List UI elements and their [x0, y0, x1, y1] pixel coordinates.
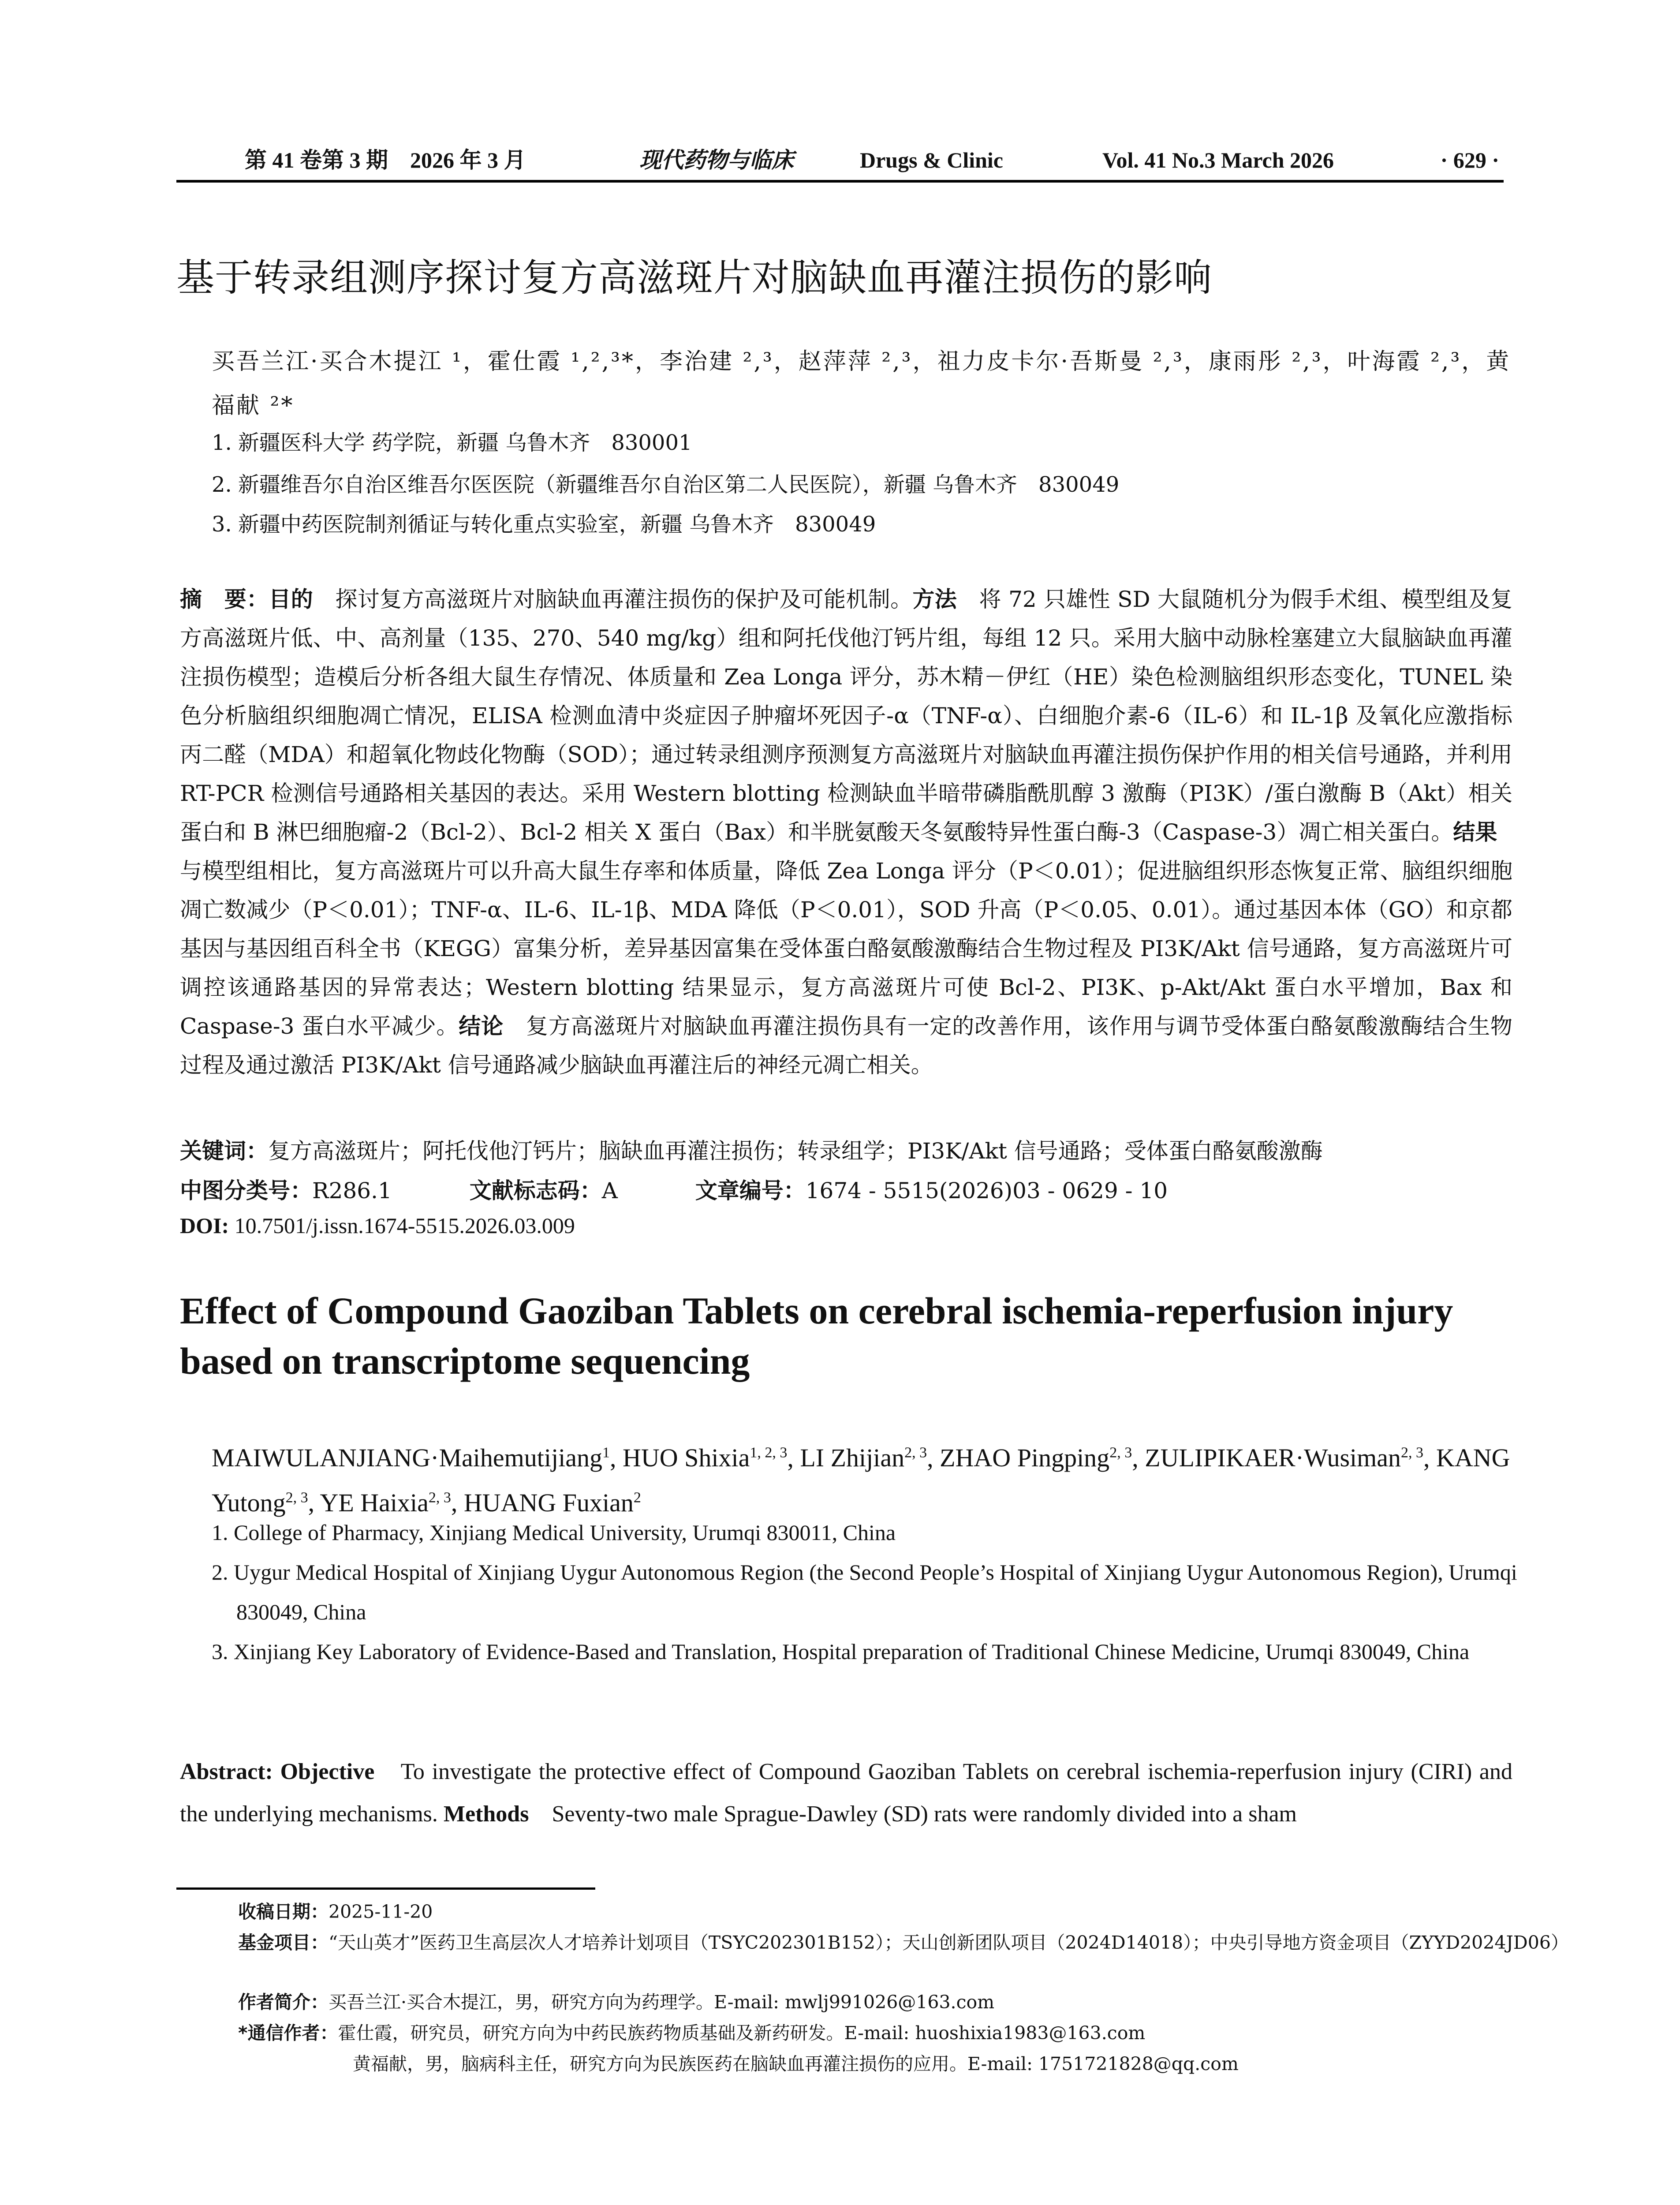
footnote-corresponding-2: 黄福献，男，脑病科主任，研究方向为民族医药在脑缺血再灌注损伤的应用。E-mail: 1751721828@qq.com [353, 2053, 1239, 2074]
authors-cn: 买吾兰江·买合木提江 ¹，霍仕霞 ¹,²,³*，李治建 ²,³，赵萍萍 ²,³，祖力皮卡尔·吾斯曼 ²,³，康雨彤 ²,³，叶海霞 ²,³，黄福献 ²* [212, 348, 1511, 419]
author-en-7: YE Haixia$^{2, 3}$ [320, 1488, 451, 1517]
classification-line: 中图分类号：R286.1 文献标志码：A 文章编号：1674 - 5515(2026)03 - 0629 - 10 [180, 1178, 1168, 1203]
affiliation-cn-1: 1. 新疆医科大学 药学院，新疆 乌鲁木齐 830001 [212, 430, 692, 455]
author-en-1: MAIWULANJIANG·Maihemutijiang$^1$ [212, 1443, 610, 1472]
page-number: · 629 · [1440, 148, 1499, 172]
author-en-8: HUANG Fuxian$^2$ [463, 1488, 641, 1517]
footnote-rule [176, 1887, 595, 1890]
footnote-fund: 基金项目：“天山英才”医药卫生高层次人才培养计划项目（TSYC202301B152）；天山创新团队项目（2024D14018）；中央引导地方资金项目（ZYYD2024JD06） [238, 1932, 1569, 1953]
author-en-3: LI Zhijian$^{2, 3}$ [800, 1443, 927, 1472]
affiliation-cn-2: 2. 新疆维吾尔自治区维吾尔医医院（新疆维吾尔自治区第二人民医院），新疆 乌鲁木齐 830049 [212, 472, 1120, 497]
doi: DOI: 10.7501/j.issn.1674-5515.2026.03.009 [180, 1213, 575, 1238]
footnote-received: 收稿日期：2025-11-20 [238, 1901, 433, 1922]
journal-name-cn: 现代药物与临床 [639, 148, 794, 172]
abstract-en: Abstract: Objective To investigate the protective effect of Compound Gaoziban Tablets on cerebral ischemia-reperfusion injury (CIRI) and the underlying mechanisms. Methods Seventy-two male Sprague-Dawley (SD) rats were randomly divided into a sham [180, 1759, 1512, 1827]
issue-info: 第 41 卷第 3 期 2026 年 3 月 [245, 148, 526, 172]
affiliation-en-3: 3. Xinjiang Key Laboratory of Evidence-Based and Translation, Hospital preparation of Traditional Chinese Medicine, Urumqi 830049, China [212, 1639, 1470, 1664]
author-en-6: KANG Yutong$^{2, 3}$ [212, 1443, 1510, 1517]
title-en: Effect of Compound Gaoziban Tablets on cerebral ischemia-reperfusion injury based on transcriptome sequencing [180, 1289, 1453, 1382]
footnote-author: 作者简介：买吾兰江·买合木提江，男，研究方向为药理学。E-mail: mwlj991026@163.com [238, 1992, 995, 2013]
keywords-cn: 关键词：复方高滋斑片；阿托伐他汀钙片；脑缺血再灌注损伤；转录组学；PI3K/Akt 信号通路；受体蛋白酪氨酸激酶 [180, 1138, 1323, 1164]
affiliation-en-1: 1. College of Pharmacy, Xinjiang Medical University, Urumqi 830011, China [212, 1520, 896, 1545]
running-header [176, 140, 1504, 183]
affiliation-cn-3: 3. 新疆中药医院制剂循证与转化重点实验室，新疆 乌鲁木齐 830049 [212, 512, 876, 537]
abstract-cn: 摘 要：目的 探讨复方高滋斑片对脑缺血再灌注损伤的保护及可能机制。方法 将 72 只雄性 SD 大鼠随机分为假手术组、模型组及复方高滋斑片低、中、高剂量（135、270、540 mg/kg）组和阿托伐他汀钙片组，每组 12 只。采用大脑中动脉栓塞建立大鼠脑缺血再灌注损伤模型；造模后分析各组大鼠生存情况、体质量和 Zea Longa 评分，苏木精－伊红（HE）染色检测脑组织形态变化，TUNEL 染色分析脑组织细胞凋亡情况，ELISA 检测血清中炎症因子肿瘤坏死因子-α（TNF-α）、白细胞介素-6（IL-6）和 IL-1β 及氧化应激指标丙二醛（MDA）和超氧化物歧化物酶（SOD）；通过转录组测序预测复方高滋斑片对脑缺血再灌注损伤保护作用的相关信号通路，并利用 RT-PCR 检测信号通路相关基因的表达。采用 Western blotting 检测缺血半暗带磷脂酰肌醇 3 激酶（PI3K）/蛋白激酶 B（Akt）相关蛋白和 B 淋巴细胞瘤-2（Bcl-2）、Bcl-2 相关 X 蛋白（Bax）和半胱氨酸天冬氨酸特异性蛋白酶-3（Caspase-3）凋亡相关蛋白。结果 与模型组相比，复方高滋斑片可以升高大鼠生存率和体质量，降低 Zea Longa 评分（P＜0.01）；促进脑组织形态恢复正常、脑组织细胞凋亡数减少（P＜0.01）；TNF-α、IL-6、IL-1β、MDA 降低（P＜0.01），SOD 升高（P＜0.05、0.01）。通过基因本体（GO）和京都基因与基因组百科全书（KEGG）富集分析，差异基因富集在受体蛋白酪氨酸激酶结合生物过程及 PI3K/Akt 信号通路，复方高滋斑片可调控该通路基因的异常表达；Western blotting 结果显示，复方高滋斑片可使 Bcl-2、PI3K、p-Akt/Akt 蛋白水平增加，Bax 和 Caspase-3 蛋白水平减少。结论 复方高滋斑片对脑缺血再灌注损伤具有一定的改善作用，该作用与调节受体蛋白酪氨酸激酶结合生物过程及通过激活 PI3K/Akt 信号通路减少脑缺血再灌注后的神经元凋亡相关。 [180, 587, 1519, 1078]
affiliation-en-2: 2. Uygur Medical Hospital of Xinjiang Uygur Autonomous Region (the Second People’s Hospital of Xinjiang Uygur Autonomous Region), Urumqi 830049, China [212, 1560, 1517, 1624]
volume-info: Vol. 41 No.3 March 2026 [1102, 148, 1334, 172]
footnote-corresponding: *通信作者：霍仕霞，研究员，研究方向为中药民族药物质基础及新药研发。E-mail: huoshixia1983@163.com [238, 2022, 1146, 2044]
title-cn: 基于转录组测序探讨复方高滋斑片对脑缺血再灌注损伤的影响 [176, 256, 1212, 300]
authors-en: MAIWULANJIANG·Maihemutijiang$^1$, HUO Shixia$^{1, 2, 3}$, LI Zhijian$^{2, 3}$, ZHAO Pingping$^{2, 3}$, ZULIPIKAER·Wusiman$^{2, 3}$, KANG Yutong$^{2, 3}$, YE Haixia$^{2, 3}$, HUANG Fuxian$^2$ [212, 1443, 1510, 1517]
journal-name-en: Drugs & Clinic [860, 148, 1003, 172]
author-en-5: ZULIPIKAER·Wusiman$^{2, 3}$ [1145, 1443, 1423, 1472]
author-en-2: HUO Shixia$^{1, 2, 3}$ [622, 1443, 788, 1472]
author-en-4: ZHAO Pingping$^{2, 3}$ [940, 1443, 1132, 1472]
